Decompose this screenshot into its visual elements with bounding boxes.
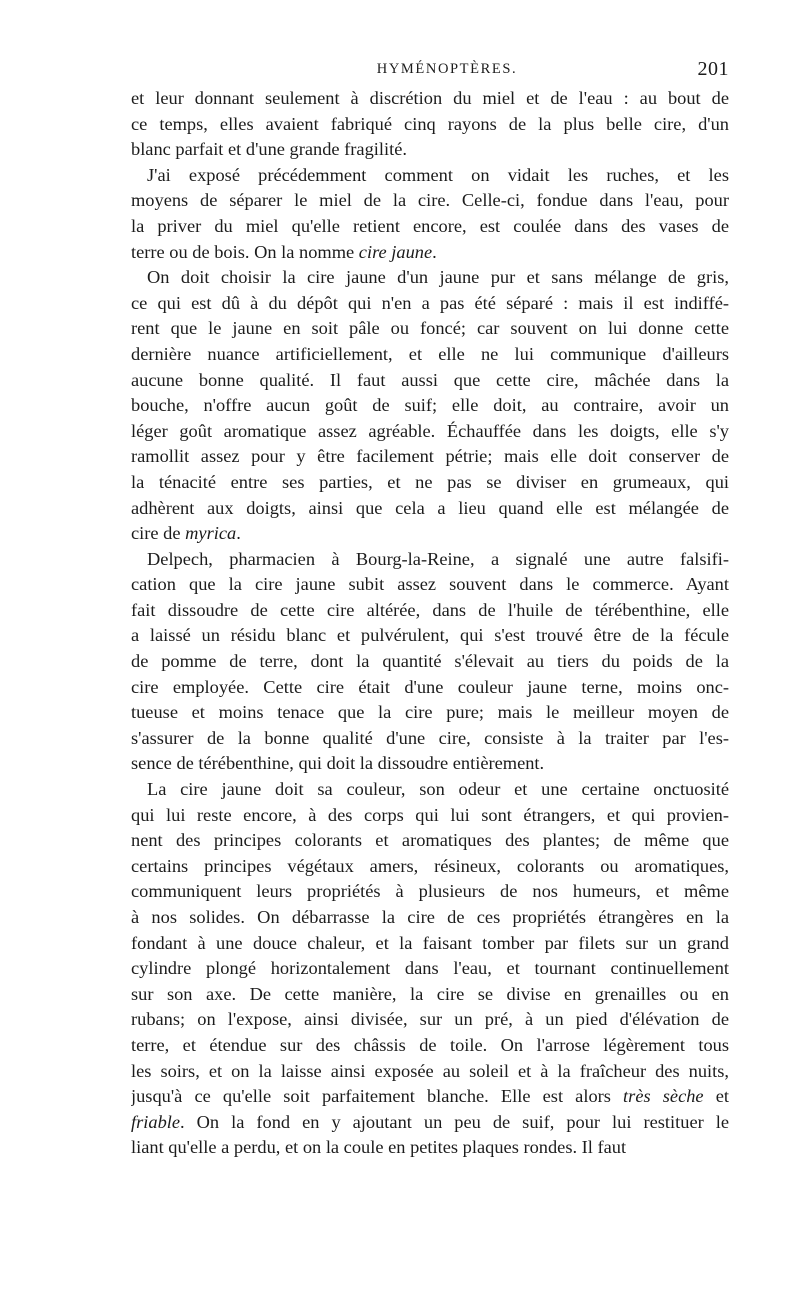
text-line [131, 1110, 729, 1136]
text-segment: liant qu'elle a perdu, et on la coule en petites plaques rondes. Il faut [131, 1137, 627, 1158]
text-line [131, 751, 729, 777]
text-segment: adhèrent aux doigts, ainsi que cela a lieu quand elle est mélangée de [131, 497, 729, 518]
text-segment: cation que la cire jaune subit assez souvent dans le commerce. Ayant [131, 574, 729, 595]
text-segment: jusqu'à ce qu'elle soit parfaitement blanche. Elle est alors [131, 1086, 624, 1107]
text-line [131, 1059, 729, 1085]
body-text [131, 86, 729, 1161]
text-segment: sence de térébenthine, qui doit la dissoudre entièrement. [131, 753, 545, 774]
text-line [131, 240, 729, 266]
text-line [131, 905, 729, 931]
text-segment: On doit choisir la cire jaune d'un jaune pur et sans mélange de gris, [147, 267, 729, 288]
text-line [131, 598, 729, 624]
text-line [131, 1084, 729, 1110]
text-segment: s'assurer de la bonne qualité d'une cire, consiste à la traiter par l'es- [131, 727, 729, 748]
text-segment: la ténacité entre ses parties, et ne pas se diviser en grumeaux, qui [131, 471, 729, 492]
text-segment: les soirs, et on la laisse ainsi exposée au soleil et à la fraîcheur des nuits, [131, 1060, 729, 1081]
text-line [131, 521, 729, 547]
text-line [131, 444, 729, 470]
text-line [131, 956, 729, 982]
text-segment: cylindre plongé horizontalement dans l'eau, et tournant continuellement [131, 958, 729, 979]
italic-text: très sèche [623, 1086, 704, 1107]
text-line [131, 547, 729, 573]
text-segment: terre ou de bois. On la nomme [131, 241, 359, 262]
text-segment: certains principes végétaux amers, résineux, colorants ou aromatiques, [131, 855, 729, 876]
text-segment: fait dissoudre de cette cire altérée, dans de l'huile de térébenthine, elle [131, 599, 729, 620]
text-line [131, 879, 729, 905]
text-segment: rent que le jaune en soit pâle ou foncé; car souvent on lui donne cette [131, 318, 729, 339]
text-line [131, 931, 729, 957]
text-segment: dernière nuance artificiellement, et elle ne lui communique d'ailleurs [131, 343, 729, 364]
text-segment: . [432, 241, 437, 262]
text-segment: terre, et étendue sur des châssis de toile. On l'arrose légèrement tous [131, 1034, 729, 1055]
text-segment: à nos solides. On débarrasse la cire de ces propriétés étrangères en la [131, 907, 729, 927]
text-segment: blanc parfait et d'une grande fragilité. [131, 139, 407, 160]
text-line [131, 649, 729, 675]
text-line [131, 137, 729, 163]
text-line [131, 86, 729, 112]
text-segment: léger goût aromatique assez agréable. Échauffée dans les doigts, elle s'y [131, 420, 729, 441]
text-segment: moyens de séparer le miel de la cire. Celle-ci, fondue dans l'eau, pour [131, 190, 729, 211]
text-line [131, 1135, 729, 1161]
text-line [131, 291, 729, 317]
text-line [131, 700, 729, 726]
text-segment: Delpech, pharmacien à Bourg-la-Reine, a signalé une autre falsifi- [147, 548, 729, 569]
text-line [131, 623, 729, 649]
text-line [131, 982, 729, 1008]
text-line [131, 675, 729, 701]
text-segment: ce temps, elles avaient fabriqué cinq rayons de la plus belle cire, d'un [131, 113, 729, 134]
italic-text: cire jaune [358, 241, 433, 262]
text-segment: ramollit assez pour y être facilement pétrie; mais elle doit conserver de [131, 446, 729, 467]
text-segment: tueuse et moins tenace que la cire pure; mais le meilleur moyen de [131, 702, 729, 723]
text-segment: bouche, n'offre aucun goût de suif; elle doit, au contraire, avoir un [131, 395, 729, 416]
text-segment: communiquent leurs propriétés à plusieurs de nos humeurs, et même [131, 881, 729, 902]
text-line [131, 1033, 729, 1059]
text-segment: fondant à une douce chaleur, et la faisant tomber par filets sur un grand [131, 932, 729, 953]
text-segment: ce qui est dû à du dépôt qui n'en a pas été séparé : mais il est indiffé- [131, 292, 729, 313]
text-segment: et leur donnant seulement à discrétion du miel et de l'eau : au bout de [131, 88, 729, 108]
text-line [131, 496, 729, 522]
text-segment: La cire jaune doit sa couleur, son odeur et une certaine onctuosité [147, 779, 729, 800]
text-line [131, 342, 729, 368]
text-line [131, 1007, 729, 1033]
running-title: HYMÉNOPTÈRES. [376, 61, 518, 77]
text-line [131, 803, 729, 829]
italic-text: friable [131, 1111, 181, 1132]
text-segment: cire employée. Cette cire était d'une couleur jaune terne, moins onc- [131, 676, 729, 697]
paragraph [131, 163, 729, 265]
text-segment: J'ai exposé précédemment comment on vidait les ruches, et les [147, 164, 729, 185]
text-line [131, 572, 729, 598]
text-line [131, 828, 729, 854]
text-segment: et [703, 1086, 729, 1107]
text-segment: nent des principes colorants et aromatiques des plantes; de même que [131, 830, 729, 851]
paragraph [131, 86, 729, 163]
text-segment: aucune bonne qualité. Il faut aussi que cette cire, mâchée dans la [131, 369, 729, 390]
book-page [131, 58, 729, 1161]
text-segment: rubans; on l'expose, ainsi divisée, sur un pré, à un pied d'élévation de [131, 1009, 729, 1030]
text-segment: a laissé un résidu blanc et pulvérulent, qui s'est trouvé être de la fécule [131, 625, 729, 646]
text-segment: . On la fond en y ajoutant un peu de suif, pour lui restituer le [180, 1111, 729, 1132]
text-line [131, 265, 729, 291]
text-line [131, 419, 729, 445]
text-line [131, 393, 729, 419]
text-line [131, 726, 729, 752]
text-segment: de pomme de terre, dont la quantité s'élevait au tiers du poids de la [131, 651, 729, 672]
text-line [131, 777, 729, 803]
italic-text: myrica [185, 523, 237, 544]
text-segment: sur son axe. De cette manière, la cire se divise en grenailles ou en [131, 983, 729, 1004]
text-line [131, 470, 729, 496]
page-number: 201 [697, 58, 729, 80]
text-line [131, 214, 729, 240]
paragraph [131, 547, 729, 777]
text-segment: la priver du miel qu'elle retient encore, est coulée dans des vases de [131, 215, 729, 236]
text-segment: . [236, 523, 241, 544]
page-header [131, 58, 729, 86]
text-line [131, 854, 729, 880]
text-line [131, 188, 729, 214]
text-segment: qui lui reste encore, à des corps qui lui sont étrangers, et qui provien- [131, 804, 729, 825]
paragraph [131, 777, 729, 1161]
text-segment: cire de [131, 523, 186, 544]
text-line [131, 112, 729, 138]
text-line [131, 316, 729, 342]
text-line [131, 163, 729, 189]
text-line [131, 368, 729, 394]
paragraph [131, 265, 729, 547]
